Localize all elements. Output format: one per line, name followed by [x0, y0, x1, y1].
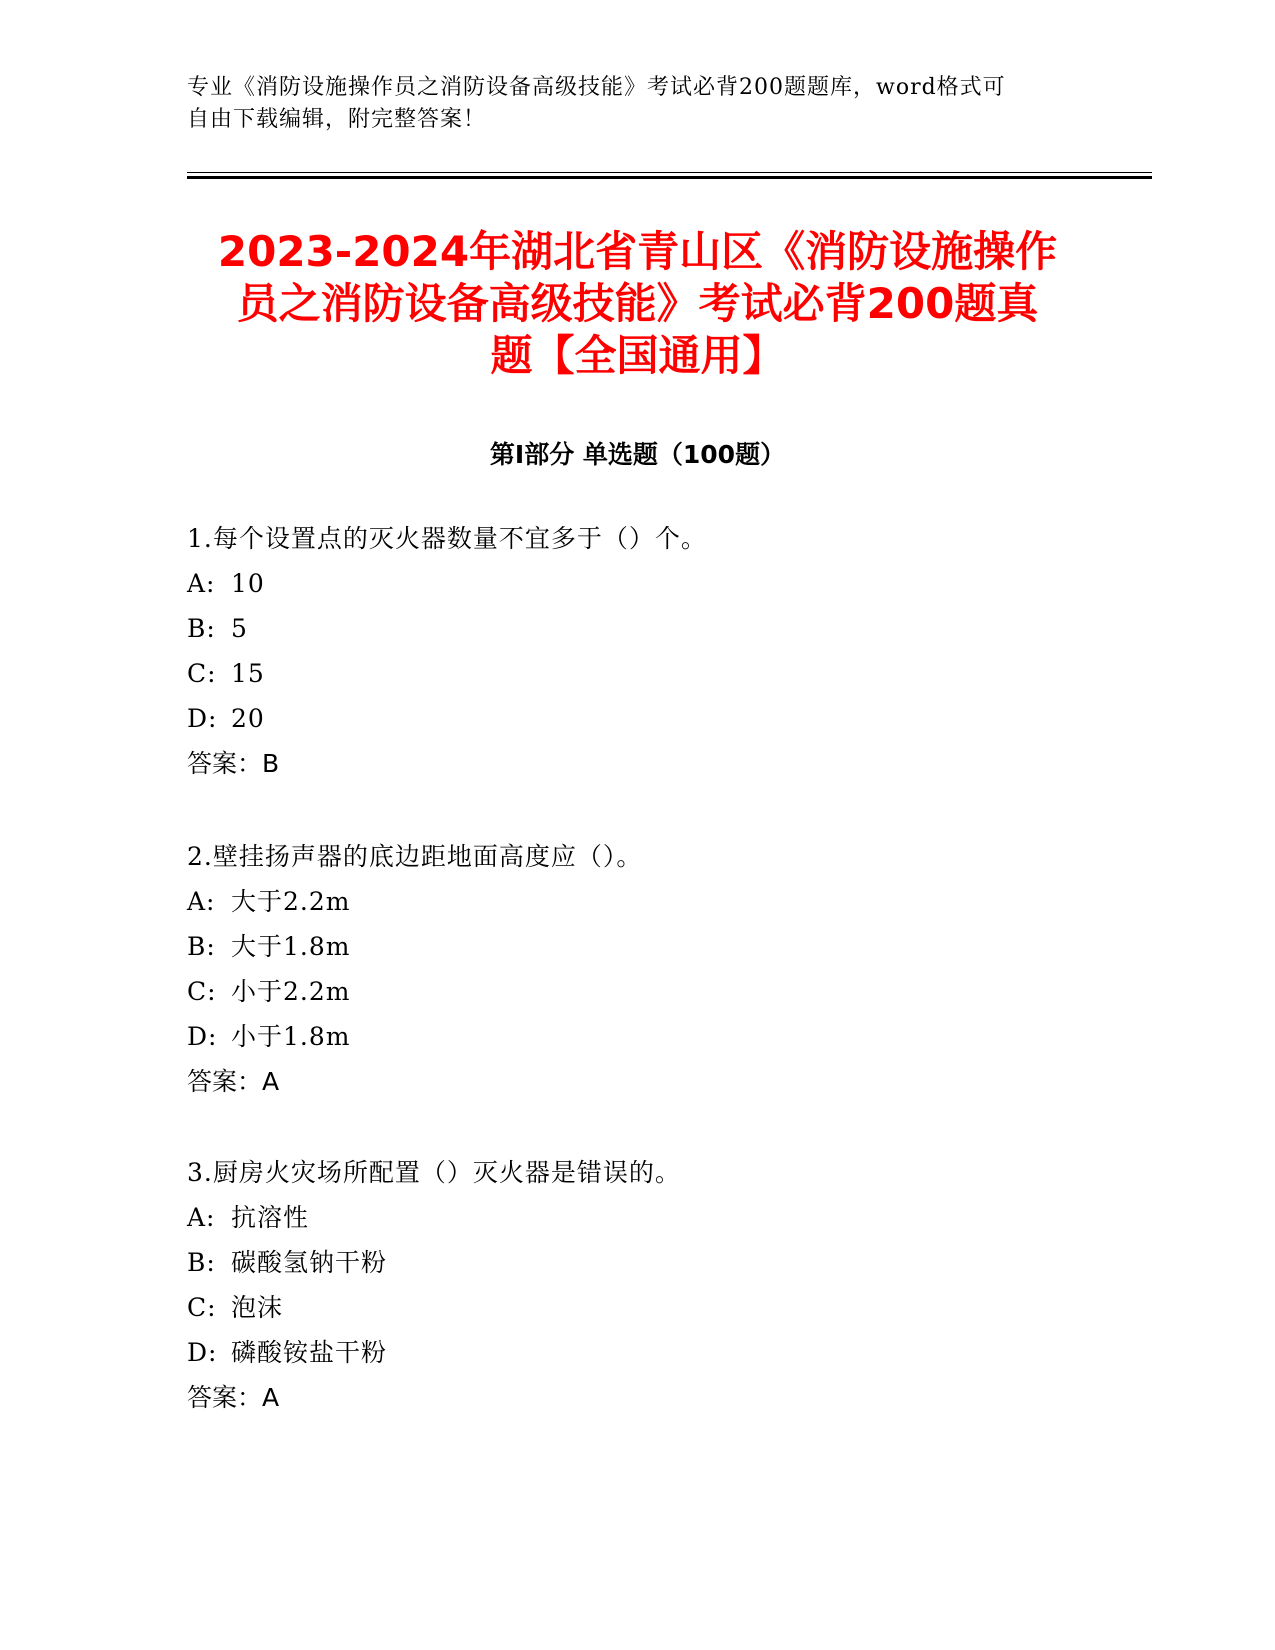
- option-c: [187, 1285, 1087, 1330]
- option-b: [187, 1240, 1087, 1285]
- option-text: 15: [231, 659, 265, 688]
- option-text: 5: [231, 614, 248, 643]
- option-a: [187, 1195, 1087, 1240]
- option-label: D:: [187, 704, 218, 733]
- intro-line-1: 专业《消防设施操作员之消防设备高级技能》考试必背200题题库，word格式可: [187, 75, 1006, 100]
- option-c: [187, 969, 1087, 1014]
- answer-text: 答案：A: [187, 1067, 280, 1096]
- title-line-3: 题【全国通用】: [490, 331, 785, 380]
- option-text: 小于2.2m: [231, 977, 351, 1006]
- option-a: [187, 561, 1087, 606]
- question-3: [187, 1150, 1087, 1420]
- header-divider-thin: [187, 172, 1152, 173]
- section-heading: 第I部分 单选题（100题）: [489, 440, 786, 469]
- option-label: A:: [187, 569, 216, 598]
- title-line-2: 员之消防设备高级技能》考试必背200题真: [236, 279, 1039, 328]
- question-stem: 3.厨房火灾场所配置（）灭火器是错误的。: [187, 1158, 681, 1187]
- option-a: [187, 879, 1087, 924]
- option-label: A:: [187, 1203, 216, 1232]
- option-label: A:: [187, 887, 216, 916]
- option-label: D:: [187, 1338, 218, 1367]
- option-c: [187, 651, 1087, 696]
- document-title: [187, 226, 1088, 382]
- option-text: 大于1.8m: [231, 932, 351, 961]
- option-b: [187, 924, 1087, 969]
- option-d: [187, 1330, 1087, 1375]
- question-2: [187, 834, 1087, 1104]
- header-divider-thick: [187, 176, 1152, 179]
- option-text: 碳酸氢钠干粉: [231, 1248, 388, 1277]
- option-label: B:: [187, 614, 216, 643]
- option-text: 泡沫: [231, 1293, 284, 1322]
- option-label: C:: [187, 659, 217, 688]
- answer-text: 答案：B: [187, 749, 280, 778]
- option-label: D:: [187, 1022, 218, 1051]
- option-label: B:: [187, 1248, 216, 1277]
- option-d: [187, 1014, 1087, 1059]
- intro-line-2: 自由下载编辑，附完整答案！: [187, 107, 487, 132]
- question-stem: 2.壁挂扬声器的底边距地面高度应（）。: [187, 842, 643, 871]
- option-text: 小于1.8m: [231, 1022, 351, 1051]
- option-text: 大于2.2m: [231, 887, 351, 916]
- question-1: [187, 516, 1087, 786]
- option-b: [187, 606, 1087, 651]
- title-line-1: 2023-2024年湖北省青山区《消防设施操作: [217, 227, 1058, 276]
- option-label: B:: [187, 932, 216, 961]
- option-text: 10: [231, 569, 265, 598]
- intro-text: [187, 72, 1067, 136]
- answer-text: 答案：A: [187, 1383, 280, 1412]
- question-stem: 1.每个设置点的灭火器数量不宜多于（）个。: [187, 524, 707, 553]
- option-d: [187, 696, 1087, 741]
- option-text: 20: [231, 704, 265, 733]
- option-label: C:: [187, 977, 217, 1006]
- option-label: C:: [187, 1293, 217, 1322]
- option-text: 磷酸铵盐干粉: [231, 1338, 388, 1367]
- option-text: 抗溶性: [231, 1203, 310, 1232]
